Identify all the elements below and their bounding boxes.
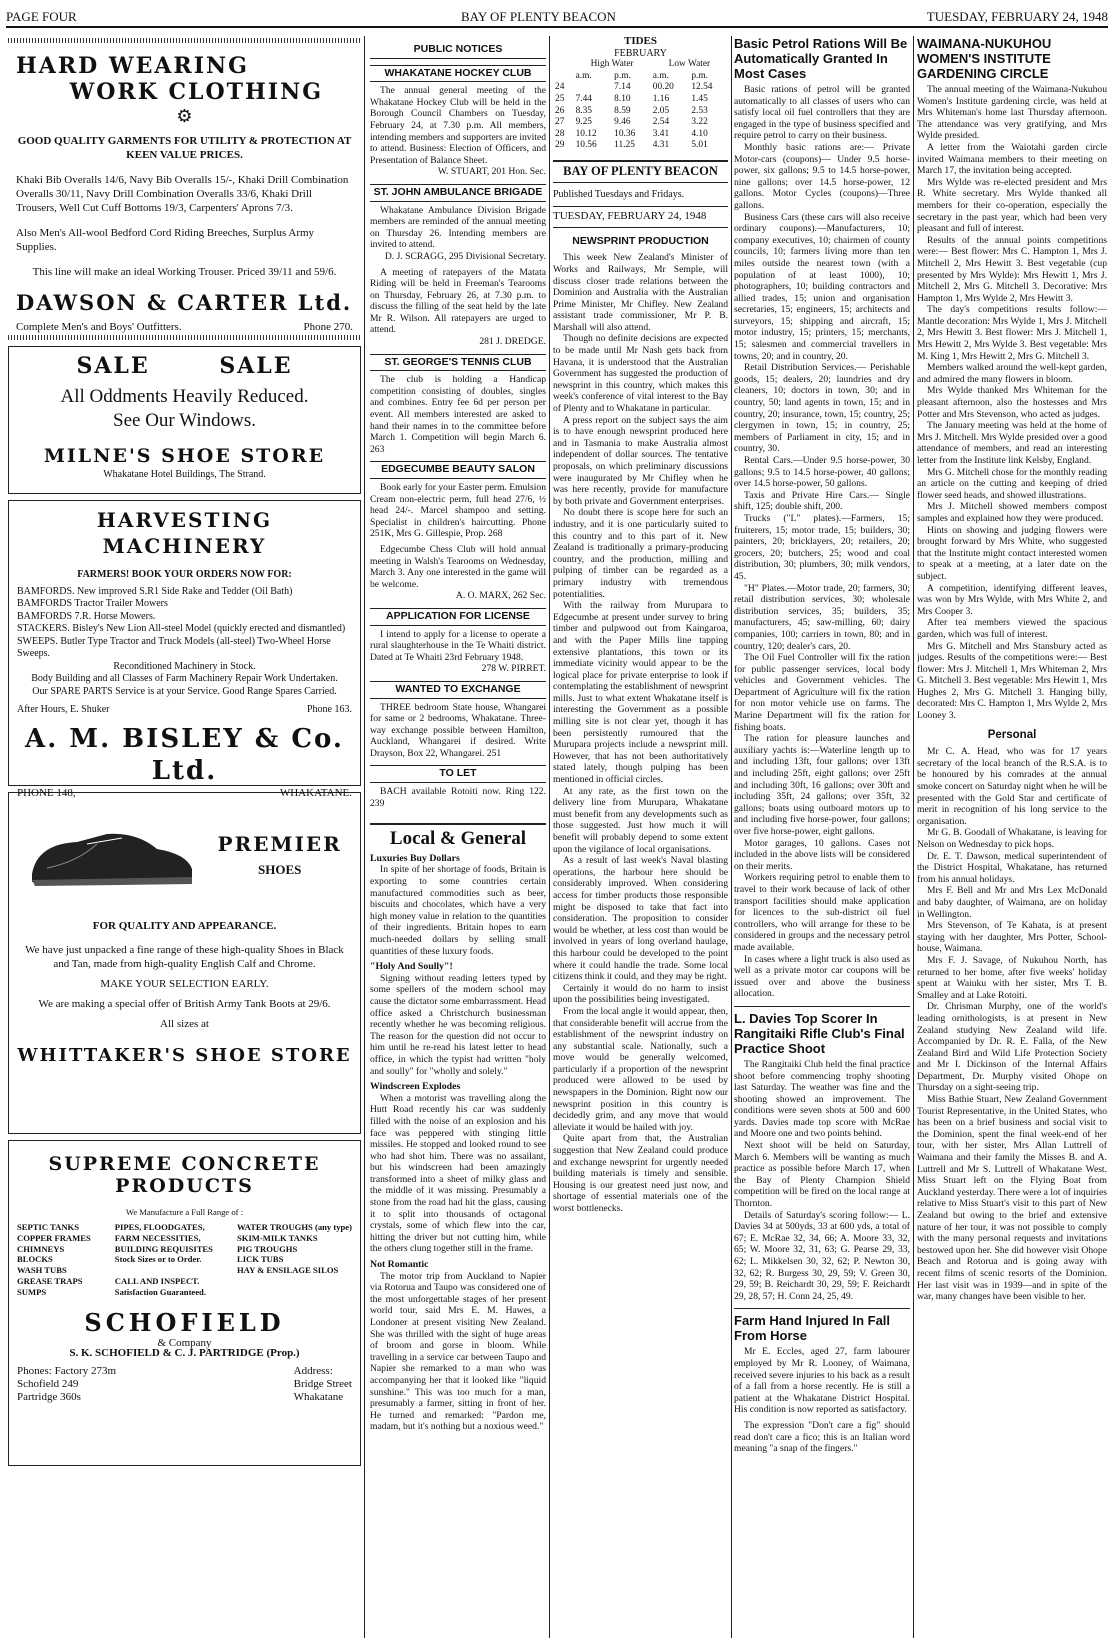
table-cell: 4.10	[691, 128, 708, 139]
ad-firm-name: MILNE'S SHOE STORE	[43, 445, 326, 468]
column-rule	[549, 36, 550, 1638]
article-text: Results of the annual points competitions were:— Best flower: Mrs C. Hampton 1, Mrs J. Mitchell 2, Mrs Hewitt 3. Best vegetable (cup presented by Mrs Wylde): Mrs Hewitt 1, Mrs J. Mitchell 2, Mrs G. Mitchell 3. Decorative: Mrs Hampton 1, Mrs Wylde 2, Mrs Hewitt 3.	[917, 234, 1107, 304]
ad-milnes-shoe-store	[8, 346, 361, 494]
editorial-heading: NEWSPRINT PRODUCTION	[572, 234, 709, 247]
article-text: The January meeting was held at the home of Mrs J. Mitchell. Mrs Wylde presided over a good attendance of members, and read an interesting letter from the Institute link Kelsby, England.	[917, 420, 1107, 466]
notice-heading: ST. JOHN AMBULANCE BRIGADE	[370, 184, 546, 202]
ad-body: We have just unpacked a fine range of these high-quality Shoes in Black and Tan, made from high-quality English Calf and Chrome.	[25, 944, 344, 971]
ad-address: Whakatane Hotel Buildings, The Strand.	[103, 469, 266, 481]
ad-phone: PHONE 148,	[17, 786, 76, 799]
notice-signature: 278 W. PIRRET.	[481, 663, 546, 675]
tides-month: FEBRUARY	[614, 47, 667, 59]
ad-line: BAMFORDS. New improved S.R1 Side Rake and Tedder (Oil Bath)	[17, 585, 293, 597]
editorial-text: Quite apart from that, the Australian suggestion that New Zealand could produce and exchange newsprint for urgently needed building materials is timely and sensible. Housing is our greatest need just now, and shortage of essential materials one of the worst bottlenecks.	[553, 1133, 728, 1214]
table-cell: 4.31	[652, 140, 670, 151]
ad-dawson-carter	[8, 49, 361, 333]
editorial-text: Though no definite decisions are expected to be made until Mr Nash gets back from Havana, it is understood that the Australian Government has suggested the production of newsprint in this country, which makes this week's conference of vital interest to the Bay of Plenty and to Whakatane in particular.	[553, 333, 728, 415]
article-text: Mrs G. Mitchell chose for the monthly reading an article on the cutting and keeping of dried flower seed heads, and showed illustrations.	[917, 466, 1107, 501]
notice-heading: ST. GEORGE'S TENNIS CLUB	[370, 354, 546, 372]
notice-text: I intend to apply for a license to operate a rural slaughterhouse in the Te Whaiti district. Dated at Te Whaiti 23rd February 1948.	[370, 628, 546, 663]
article-text: Mrs G. Mitchell and Mrs Stansbury acted as judges. Results of the competitions were:— Best flower: Mrs J. Mitchell 1, Mrs Whiteman 2, Mrs G. Mitchell 3. Best vegetable: Mrs Hewitt 1, Mrs Hughes 2, Mrs G. Mitchell 3. Hanging billy, decorated: Mrs C. Hampton 1, Mrs Wylde 2, Mrs Looney 3.	[917, 640, 1107, 722]
table-cell: 9.25	[575, 117, 592, 128]
article-text: Mrs F. Bell and Mr and Mrs Lex McDonald and baby daughter, of Waimana, are on holiday in Wellington.	[917, 885, 1107, 920]
ad-body: See Our Windows.	[113, 410, 256, 432]
ad-whittaker	[8, 792, 361, 1134]
article-text: After tea members viewed the spacious garden, which was full of interest.	[917, 617, 1107, 640]
ad-firm-sub: Complete Men's and Boys' Outfitters.	[16, 320, 182, 333]
ad-body: All Oddments Heavily Reduced.	[60, 386, 309, 408]
editorial-text: Certainly it would do no harm to insist upon the possibilities being investigated.	[553, 982, 728, 1006]
article-text: The Rangitaiki Club held the final practice shoot before commencing trophy shooting last Saturday. The weather was fine and the shooting showed an improvement. The conditions were seven shots at 500 and 600 yards. Davies made top score with McRae and Moore one and two points behind.	[734, 1058, 910, 1140]
ad-product-list: PIPES, FLOODGATES, FARM NECESSITIES, BUILDING REQUISITES Stock Sizes or to Order. CALL AND INSPECT. Satisfaction Guaranteed.	[114, 1221, 213, 1297]
ad-line: SWEEPS. Butler Type Tractor and Truck Models (all-steel) Two-Wheel Horse Sweeps.	[17, 635, 331, 660]
ad-body: We are making a special offer of British Army Tank Boots at 29/6.	[38, 998, 331, 1011]
ad-line: STACKERS. Bisley's New Lion All-steel Model (quickly erected and dismantled)	[17, 623, 346, 635]
table-cell: 1.16	[652, 93, 670, 104]
ad-firm-sub: & Company	[157, 1336, 212, 1349]
ad-body: All sizes at	[160, 1018, 209, 1031]
table-cell: 10.56	[575, 140, 597, 151]
table-cell: 1.45	[691, 93, 708, 104]
table-row	[553, 106, 728, 118]
article-text: Mr E. Eccles, aged 27, farm labourer employed by Mr R. Looney, of Waimana, received severe injuries to his back as a result of a fall from a horse recently. He is still a patient at the Whakatane District Hospital. His condition is now reported as satisfactory.	[734, 1346, 910, 1416]
ad-firm-name: DAWSON & CARTER Ltd.	[16, 289, 353, 315]
article-text: Monthly basic rations are:— Private Motor-cars (coupons)— Under 9.5 horse-power, six gallons; 9.5 to 14.5 horse-power, nine gallons; over 14.5 horse-power, 12 gallons. Motor Cycles (coupons)—Three gallons.	[734, 141, 910, 211]
ad-body: Khaki Bib Overalls 14/6, Navy Bib Overalls 15/-, Khaki Drill Combination Overalls 30/11, Navy Drill Combination Overalls 33/6, Khaki Drill Trousers, Well Cut Cuff Bottoms 19/3, Carpenters' Aprons 7/3.	[16, 173, 349, 214]
notice-signature: A. O. MARX, 262 Sec.	[455, 590, 546, 602]
notice-heading: WHAKATANE HOCKEY CLUB	[370, 65, 546, 83]
notice-heading: EDGECUMBE BEAUTY SALON	[370, 461, 546, 479]
column-rule	[364, 36, 365, 1638]
editorial-text: As a result of last week's Naval blasting operations, the harbour here should be considerably improved. When considering access for timber products those responsible might be disposed to take that fact into consideration. The proposition to consider would be whether, at less cost than would be involved in years of long overland haulage, this harbour could be developed to the point where it could handle the trade. Some local citizens think it could, and they may be right.	[553, 855, 728, 983]
ad-line: Our SPARE PARTS Service is at your Service. Good Range Spares Carried.	[32, 685, 337, 697]
editorial-text: No doubt there is scope here for such an industry, and it is one particularly suited to this country and to this part of it. New Zealand is traditionally a primary-producing country, and the production, milling and pulping of timber can be regarded as a primary industry with tremendous potentialities.	[553, 507, 728, 600]
article-text: Rental Cars.—Under 9.5 horse-power, 30 gallons; 9.5 to 14.5 horse-power, 40 gallons; over 14.5 horse-power, 50 gallons.	[734, 455, 910, 490]
notice-text: THREE bedroom State house, Whangarei for same or 2 bedrooms, Whakatane. Three-way exchange possible between Hamilton, Auckland, Whangarei if desired. Write Drayson, Box 22, Whangarei. 251	[370, 701, 546, 759]
ad-headline: WORK CLOTHING	[69, 79, 323, 105]
notice-signature: W. STUART, 201 Hon. Sec.	[437, 166, 546, 178]
editorial-text: From the local angle it would appear, then, that considerable benefit will accrue from the establishment of the newsprint industry on any substantial scale. Nationally, such a move would be generally welcomed, particularly if a proportion of the newsprint produced were allowed to be used by newspapers in the Dominion. Right now our newsprint position in this country is decidedly grim, and any move that would alleviate it would be hailed with joy.	[553, 1005, 728, 1133]
public-notices-column	[370, 36, 546, 1638]
table-cell: 7.44	[575, 93, 592, 104]
ad-tagline: GOOD QUALITY GARMENTS FOR UTILITY & PROTECTION AT KEEN VALUE PRICES.	[17, 134, 352, 161]
table-cell: 3.22	[691, 117, 708, 128]
item-heading: "Holy And Soully"!	[370, 961, 453, 973]
ad-bisley	[8, 500, 361, 799]
notice-text: The club is holding a Handicap competition consisting of doubles, singles and combines. Entry fee 6d per person per event. All members interested are asked to hand their names in to the committee before March 1. Competition will begin March 6. 263	[370, 374, 546, 455]
notice-heading: WANTED TO EXCHANGE	[370, 681, 546, 699]
table-cell: 9.46	[614, 117, 631, 128]
ad-headline: SHOES	[257, 862, 302, 878]
article-text: Mrs Wylde was re-elected president and Mrs R. White secretary. Mrs Wylde thanked all members for their co-operation, especially the secretary in the past year, which had been very pleasant and full of interest.	[917, 176, 1107, 235]
article-text: Mrs J. Mitchell showed members compost samples and explained how they were produced.	[917, 501, 1107, 524]
article-headline: WAIMANA-NUKUHOU WOMEN'S INSTITUTE GARDENING CIRCLE	[917, 36, 1052, 81]
notice-signature: D. J. SCRAGG, 295 Divisional Secretary.	[384, 250, 546, 262]
table-cell: 24	[555, 82, 565, 93]
notice-heading: TO LET	[370, 765, 546, 783]
ad-schofield	[8, 1140, 361, 1466]
article-text: Dr. Chrisman Murphy, one of the world's leading ornithologists, is at present in New Zealand studying New Zealand wild life. Accompanied by Dr. R. E. Falla, of the New Zealand Bird and Wild Life Protection Society and Mr I. Dickinson of the Internal Affairs Department, Dr. Murphy visited Ohope on Thursday on a sight-seeing trip.	[917, 1001, 1107, 1094]
article-text: A competition, identifying different leaves, was won by Mrs Wylde, with Mrs White 2, and Mrs Cooper 3.	[917, 582, 1107, 617]
society-column	[917, 36, 1107, 1638]
article-text: Mrs Stevenson, of Te Kahata, is at present staying with her daughter, Mrs Potter, School-house, Waimana.	[917, 920, 1107, 955]
ad-headline: PREMIER	[217, 832, 342, 857]
table-header: a.m.	[575, 70, 592, 81]
article-text: The expression "Don't care a fig" should read don't care a fico; this is an Italian word meaning "a snap of the fingers."	[734, 1419, 910, 1455]
ad-product-list: SEPTIC TANKS COPPER FRAMES CHIMNEYS BLOCKS WASH TUBS GREASE TRAPS SUMPS	[17, 1221, 91, 1297]
ad-phone: Phone 163.	[307, 704, 352, 716]
ad-line: Reconditioned Machinery in Stock.	[113, 660, 256, 672]
column-rule	[731, 36, 732, 1638]
notice-text: Edgecumbe Chess Club will hold annual meeting in Walsh's Tearooms on Wednesday, March 3. Any one interested in the game will be welcome.	[370, 543, 546, 590]
table-cell: 12.54	[691, 82, 713, 93]
article-text: "H" Plates.—Motor trade, 20; farmers, 30; retail distribution services, 30; wholesale distribution services, 35; builders, 35; manufacturers, 45; saw-milling, 60; dairy companies, 100; carriers in town, 80; and in country, 120; dealer's cars, 20.	[734, 582, 910, 652]
border-hatch	[8, 335, 361, 340]
notice-text: A meeting of ratepayers of the Matata Riding will be held in Freeman's Tearooms on Thursday, February 26, at 7.30 p.m. to discuss the filling of the seat held by the late Mr R. Wilson. All ratepayers are urged to attend.	[370, 266, 546, 336]
ad-headline: SUPREME CONCRETE PRODUCTS	[48, 1153, 321, 1198]
table-cell: 10.12	[575, 128, 597, 139]
ad-body: Also Men's All-wool Bedford Cord Riding Breeches, Surplus Army Supplies.	[16, 226, 315, 253]
notice-text: Whakatane Ambulance Division Brigade members are reminded of the annual meeting on Thursday 26. Intending members are invited to attend.	[370, 204, 546, 251]
ad-address: Address: Bridge Street Whakatane	[293, 1365, 352, 1404]
item-heading: Not Romantic	[370, 1259, 429, 1271]
article-text: The Oil Fuel Controller will fix the ration for public passenger services, local body vehicles and Government vehicles. The Department of Agriculture will fix the ration for non motor vehicle use on farms. The Marine Department will fix the ration for fishing boats.	[734, 652, 910, 733]
ad-line: After Hours, E. Shuker	[17, 704, 110, 716]
section-heading: Personal	[987, 728, 1037, 741]
table-cell: 25	[555, 93, 565, 104]
article-text: Mr C. A. Head, who was for 17 years secretary of the local branch of the R.S.A. is to be honoured by his comrades at the annual smoke concert on Saturday night when he will be presented with the Gold Star and certificate of merit in recognition of his long service to the organisation.	[917, 746, 1107, 827]
item-text: Signing without reading letters typed by some spellers of the modern school may cause the dictator some embarrassment. Head office asked a Christchurch businessman recently whether he was becoming religious. The reason for the question did not occur to him until he re-read his latest letter to head office, in which the typist had written "holy and soully" for "wholly and solely."	[370, 972, 546, 1077]
ad-phone: Phone 270.	[303, 320, 353, 333]
ad-body: MAKE YOUR SELECTION EARLY.	[100, 978, 269, 991]
ad-firm-sub: S. K. SCHOFIELD & C. J. PARTRIDGE (Prop.)	[69, 1347, 300, 1360]
column-rule	[913, 36, 914, 1638]
border-hatch	[8, 38, 361, 43]
article-text: Retail Distribution Services.— Perishable goods, 15; dealers, 20; laundries and dry cleaners, 10; doctors in town, 30; and in country, 50; land agents in town, 15; and in country, 20; insurance, town, 15; country, 25; clergymen in town, 15; in country, 25; members of Parliament in city, 15; and in country, 30.	[734, 362, 910, 455]
table-cell: 29	[555, 140, 565, 151]
ad-subhead: FARMERS! BOOK YOUR ORDERS NOW FOR:	[77, 569, 292, 581]
article-text: Motor garages, 10 gallons. Cases not included in the above lists will be considered on their merits.	[734, 837, 910, 872]
item-text: In spite of her shortage of foods, Britain is exporting to some countries certain manufactured commodities such as beer, biscuits and chocolates, which have a very high money value in relation to the quantities of their ingredients. Britain hopes to earn much-needed dollars by selling small quantities of these luxury foods.	[370, 864, 546, 957]
paper-title: BAY OF PLENTY BEACON	[461, 9, 616, 24]
article-headline: L. Davies Top Scorer In Rangitaiki Rifle Club's Final Practice Shoot	[734, 1006, 910, 1056]
table-cell: 2.54	[652, 117, 670, 128]
article-text: Miss Bathie Stuart, New Zealand Government Tourist Representative, in the United States, who has been on a brief business and social visit to the Dominion, spent the final week-end of her tour, with her sister, Mrs Allan Luttrell of Waimana and their family the Misses B. and A. Luttrell and Mr S. Luttrell of Whakatane West. Miss Stuart left on the Flying Boat from Auckland yesterday. There were a lot of inquiries relative to Miss Stuart's visit to this part of New Zealand but owing to the brief and extensive nature of her tour, it was not possible to comply with the many personal requests and invitations bestowed upon her. She did however visit Ohope Beach and Rotorua and is going away with recent films of scenic resorts of the Dominion. Her last visit was in 1939—and in spite of the war, many changes have been visible to her.	[917, 1094, 1107, 1303]
table-cell: 2.05	[652, 105, 670, 116]
page-number: PAGE FOUR	[6, 9, 77, 24]
ad-line: BAMFORDS 7.R. Horse Mowers.	[17, 610, 156, 622]
ad-body: This line will make an ideal Working Trouser. Priced 39/11 and 59/6.	[32, 265, 337, 278]
table-cell: 8.59	[614, 105, 631, 116]
table-cell: 00.20	[652, 82, 674, 93]
ad-firm-name: SCHOFIELD	[84, 1307, 285, 1337]
article-text: A letter from the Waiotahi garden circle invited Waimana members to their meeting on March 17, the invitation being accepted.	[917, 141, 1107, 177]
table-cell: 7.14	[614, 82, 631, 93]
article-text: Trucks ("L" plates).—Farmers, 15; fruiterers, 15; motor trade, 15; builders, 30; painters, 20; bricklayers, 20; retailers, 20; grocers, 20; butchers, 25; wood and coal distribution, 30; plumbers, 30; milk vendors, 45.	[734, 512, 910, 582]
ad-line: Body Building and all Classes of Farm Machinery Repair Work Undertaken.	[31, 673, 338, 685]
ad-subhead: We Manufacture a Full Range of :	[125, 1207, 244, 1218]
ad-firm-name: WHITTAKER'S SHOE STORE	[17, 1045, 352, 1067]
article-text: Details of Saturday's scoring follow:— L. Davies 34 at 500yds, 33 at 600 yds, a total of 67; E. McRae 32, 34, 66; A. Moore 33, 32, 65; W. Moore 32, 31, 63; G. Pearse 29, 33, 62; L. Mikkelsen 30, 32, 62; P. Newton 30, 32, 62; R. Burgess 30, 29, 59; V. Green 30, 29, 59; B. Reichardt 30, 29, 59; F. Reichardt 29, 28, 57; H. Conn 24, 25, 49.	[734, 1209, 910, 1302]
article-text: Dr. E. T. Dawson, medical superintendent of the District Hospital, Whakatane, has returned from his annual holidays.	[917, 850, 1107, 885]
table-row	[553, 140, 728, 152]
notice-text: The annual general meeting of the Whakatane Hockey Club will be held in the Borough Council Chambers on Tuesday, February 24, at 7.30 p.m. All members, intending members and supporters are invited to attend. Business: Election of Officers, and Presentation of Balance Sheet.	[370, 85, 546, 166]
article-text: Hints on showing and judging flowers were brought forward by Mrs White, who suggested that the Institute might contact interested women to speak at a meeting, at a later date on the subject.	[917, 524, 1107, 582]
table-row	[553, 129, 728, 141]
ad-product-list: WATER TROUGHS (any type) SKIM-MILK TANKS PIG TROUGHS LICK TUBS HAY & ENSILAGE SILOS	[236, 1221, 352, 1276]
item-heading: Luxuries Buy Dollars	[370, 852, 460, 864]
article-text: Mr G. B. Goodall of Whakatane, is leaving for Nelson on Wednesday to pick hops.	[917, 827, 1107, 850]
editorial-date: TUESDAY, FEBRUARY 24, 1948	[553, 206, 728, 228]
article-text: The day's competitions results follow:— Mantle decoration: Mrs Wylde 1, Mrs J. Mitchell 2, Mrs Hewitt 3. Best flower: Mrs J. Mitchell 1, Mrs Hewitt 2, Mrs Wylde 3. Best vegetable: Mrs M. King 1, Mrs Hewitt 2, Mrs G. Mitchell 3.	[917, 304, 1107, 362]
article-text: Taxis and Private Hire Cars.— Single shift, 125; double shift, 200.	[734, 489, 910, 513]
ad-town: WHAKATANE.	[279, 786, 352, 799]
section-header: PUBLIC NOTICES	[370, 42, 546, 59]
table-cell: 27	[555, 117, 565, 128]
ad-line: BAMFORDS Tractor Trailer Mowers	[17, 598, 168, 610]
ad-firm-name: A. M. BISLEY & Co. Ltd.	[25, 723, 344, 786]
ad-phone: Phones: Factory 273m Schofield 249 Partridge 360s	[17, 1365, 116, 1404]
item-text: The motor trip from Auckland to Napier via Rotorua and Taupo was considered one of the most unforgettable stages of her present world tour, said Mrs E. M. Hawes, a Londoner at present visiting New Zealand. She was thrilled with the sight of huge areas of broom and gorse in bloom. While travelling in a service car between Taupo and Napier she remarked to a man who was accompanying her that it looked like "liquid sunshine." This was too much for a man, presumably a farmer, sitting in front of her. He turned and remarked: "Pardon me, madam, but it's nothing but a noxious weed."	[370, 1270, 546, 1433]
table-cell: 5.01	[691, 140, 708, 151]
article-text: The annual meeting of the Waimana-Nukuhou Women's Institute gardening circle, was held at Mrs Whiteman's home last Thursday afternoon. The attendance was very gratifying, and Mrs Wylde presided.	[917, 84, 1107, 142]
article-headline: Farm Hand Injured In Fall From Horse	[734, 1308, 910, 1343]
article-text: In cases where a light truck is also used as well as a private motor car coupons will be issued over and above the business allocation.	[734, 953, 910, 1000]
table-header: p.m.	[614, 70, 631, 81]
editorial-text: This week New Zealand's Minister of Works and Railways, Mr Semple, will discuss closer trade relations between the Dominion and Australia with the Australian Prime Minister, Mr Chifley. New Zealand assistant trade commissioner, Mr P. B. Marshall will also attend.	[553, 252, 728, 333]
editorial-text: A press report on the subject says the aim is to have enough newsprint produced here and in Tasmania to make Australia almost independent of dollar sources. The tentative proposals, on which preliminary discussions were inaugurated by Mr Chifley when he was here recently, provide for manufacture by both private and Government enterprises.	[553, 414, 728, 507]
editorial-text: With the railway from Murupara to Edgecumbe at present under survey to bring timber and pulpwood out from Kaingaroa, and with the Paper Mills line tapping extensive plantations, this town or its immediate vicinity would appear to be the logical place for private enterprise to look if contemplating the establishment of newsprint mills. Just to what extent Whakatane itself is interesting the Government as a possible milling site is not clear yet, though it has been persistently rumoured that the Murupara projects include a newsprint mill. However, that has not been authoritatively stated lately, though pulping has been mentioned in official circles.	[553, 600, 728, 786]
table-cell: 2.53	[691, 105, 708, 116]
article-text: The ration for pleasure launches and auxiliary yachts is:—Waterline length up to and including 13ft, four gallons; over 13ft and including 25ft, eight gallons; over 25ft and including 30ft, 16 gallons; over 30ft and including 35ft, 24 gallons; over 35ft, 32 gallons; boats using outboard motors up to and including five horse-power, four gallons; over five horse-power, eight gallons.	[734, 733, 910, 837]
table-cell: 10.36	[614, 128, 636, 139]
ad-tagline: FOR QUALITY AND APPEARANCE.	[92, 920, 277, 933]
tides-heading: TIDES	[623, 36, 658, 47]
article-text: Mrs Wylde thanked Mrs Whiteman for the pleasant afternoon, also the hostesses and Mrs Potter and Mrs Stevenson, who acted as judges.	[917, 385, 1107, 420]
article-text: Next shoot will be held on Saturday, March 6. Members will be wanting as much practice as possible before March 17, when the Bay of Plenty Champion Shield competition will be fired on the local range at Thornton.	[734, 1140, 910, 1210]
table-row	[553, 82, 728, 94]
advertisement-column	[8, 36, 361, 1638]
table-header: High Water	[590, 59, 634, 70]
article-text: Workers requiring petrol to enable them to travel to their work because of lack of other transport facilities should make application for licences to the sub-district oil fuel controllers, who will arrange for these to be considered in groups and the necessary petrol made available.	[734, 872, 910, 953]
ad-headline: HARVESTING MACHINERY	[96, 508, 273, 559]
nameplate-sub: Published Tuesdays and Fridays.	[553, 188, 685, 200]
tides-table	[553, 59, 728, 152]
article-text: Basic rations of petrol will be granted automatically to all classes of users who can satisfy local oil fuel controllers that they are engaged in the type of business specified and require petrol to carry on their business.	[734, 84, 910, 142]
notice-text: Book early for your Easter perm. Emulsion Cream non-electric perm, full head 27/6, ½ head 24/-. Marcel shampoo and setting. Specialist in children's haircutting. Phone 251K, Mrs G. Gillespie, Prop. 268	[370, 482, 546, 540]
table-cell: 8.10	[614, 93, 631, 104]
item-heading: Windscreen Explodes	[370, 1081, 461, 1093]
item-text: When a motorist was travelling along the Hutt Road recently his car was suddenly filled with the noise of an explosion and his face was peppered with stinging little missiles. He stopped and looked round to see who had shot him. There was no assailant, but his windscreen had been amazingly transformed into a sheet of milky glass and the middle of it was missing. Presumably a stone from the road had hit the glass, causing it to split into thousands of octagonal crystals, some of which flew into the car, hitting the driver but not cutting him, while the others clung together still in the frame.	[370, 1092, 546, 1255]
notice-heading: APPLICATION FOR LICENSE	[370, 608, 546, 626]
editorial-text: At any rate, as the first town on the delivery line from Murupara, Whakatane must benefit from any developments such as those suggested. Just how much it will benefit will probably depend to some extent upon the vigilance of local organisations.	[553, 785, 728, 855]
news-column	[734, 36, 910, 1638]
notice-text: BACH available Rotoiti now. Ring 122. 239	[370, 786, 546, 809]
article-text: Members walked around the well-kept garden, and admired the many flowers in bloom.	[917, 362, 1107, 385]
ad-headline: HARD WEARING	[16, 53, 249, 79]
article-text: Business Cars (these cars will also receive ordinary coupons).—Manufacturers, 10; company executives, 10; chairmen of county councils, 10; farmers living more than ten miles outside the nearest town (with a population of at least 1000), 10; photographers, 10; building contractors and allied trades, 15; union and organisation secretaries, 15; engineers, 15; architects and surveyors, 15; shipping and aircraft, 15; motor industry, 15; printers, 15; merchants, 15; salesmen and commercial travellers in towns, 20; and in country, 20.	[734, 211, 910, 362]
table-header: p.m.	[691, 70, 709, 81]
table-row	[553, 117, 728, 129]
issue-date: TUESDAY, FEBRUARY 24, 1948	[926, 9, 1108, 24]
article-text: Mrs F. J. Savage, of Nukuhou North, has returned to her home, after five weeks' holiday spent at Waiuku with her sister, Mrs T. B. Smalley and at Lake Rotoiti.	[917, 954, 1107, 1001]
ad-headline: SALE SALE	[76, 353, 293, 380]
editorial-column	[553, 36, 728, 1638]
table-row	[553, 94, 728, 106]
table-cell: 3.41	[652, 128, 670, 139]
table-header: a.m.	[652, 70, 669, 81]
table-header: Low Water	[668, 59, 711, 70]
emblem-icon: ⚙	[176, 106, 193, 126]
article-headline: Basic Petrol Rations Will Be Automatically Granted In Most Cases	[734, 36, 908, 81]
notice-signature: 281 J. DREDGE.	[479, 336, 546, 348]
table-cell: 8.35	[575, 105, 592, 116]
shoe-icon	[27, 814, 197, 894]
nameplate: BAY OF PLENTY BEACON	[553, 160, 728, 183]
table-cell: 28	[555, 128, 565, 139]
masthead	[6, 4, 1108, 28]
local-general-heading: Local & General	[370, 823, 546, 845]
table-cell: 11.25	[614, 140, 635, 151]
table-cell: 26	[555, 105, 565, 116]
